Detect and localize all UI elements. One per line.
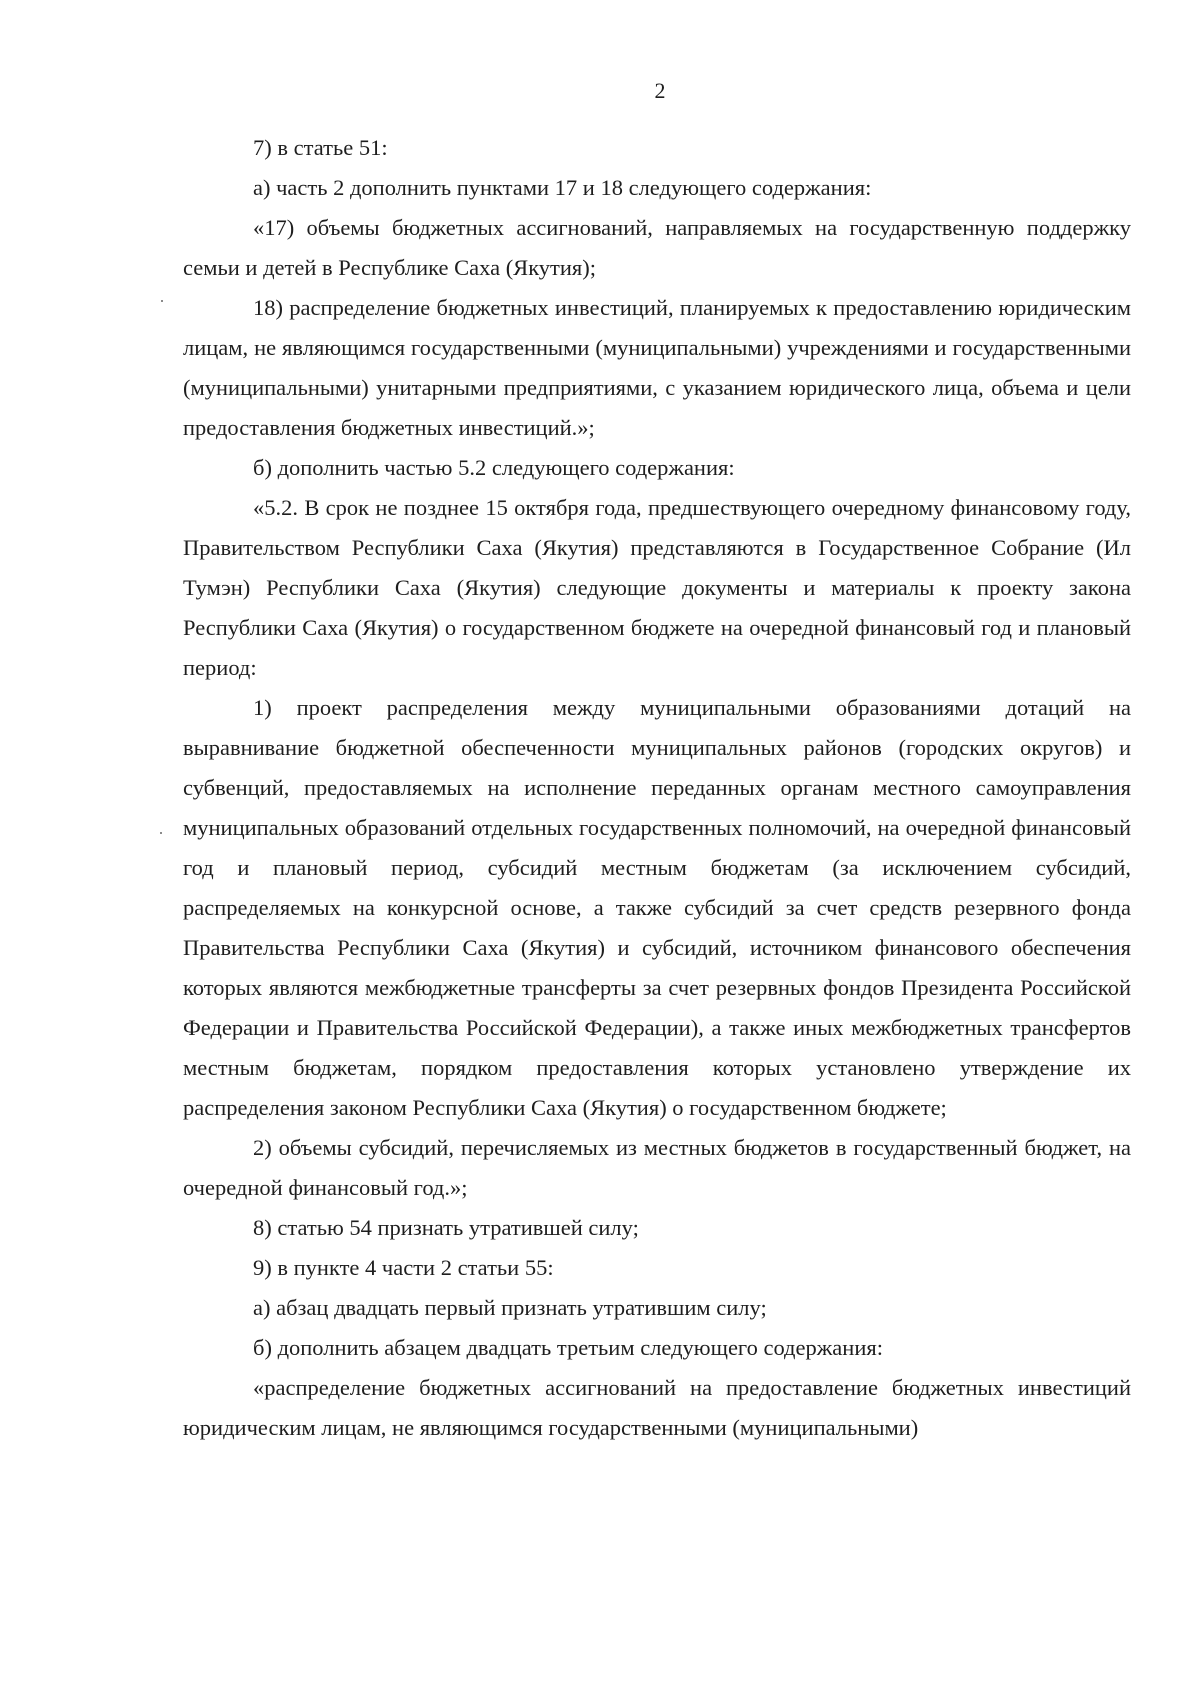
scan-speck — [160, 832, 162, 834]
paragraph-article-54: 8) статью 54 признать утратившей силу; — [253, 1215, 639, 1240]
paragraph-part-5-2-amendment: б) дополнить частью 5.2 следующего содержания: — [253, 455, 735, 480]
paragraph-article-51: 7) в статье 51: — [253, 135, 388, 160]
paragraph-abzac-23: «распределение бюджетных ассигнований на предоставление бюджетных инвестиций юридическим лицам, не являющимся государственными (муниципальными) — [183, 1375, 1131, 1440]
paragraph-item-18: 18) распределение бюджетных инвестиций, планируемых к предоставлению юридическим лицам, не являющимся государственными (муниципальными) учреждениями и государственными (муниципальными) унитарными предприятиями, с указанием юридического лица, объема и цели предоставления бюджетных инвестиций.»; — [183, 295, 1131, 440]
scan-speck — [161, 300, 163, 302]
paragraph-subitem-1: 1) проект распределения между муниципальными образованиями дотаций на выравнивание бюджетной обеспеченности муниципальных районов (городских округов) и субвенций, предоставляемых на исполнение переданных органам местного самоуправления муниципальных образований отдельных государственных полномочий, на очередной финансовый год и плановый период, субсидий местным бюджетам (за исключением субсидий, распределяемых на конкурсной основе, а также субсидий за счет средств резервного фонда Правительства Республики Саха (Якутия) и субсидий, источником финансового обеспечения которых являются межбюджетные трансферты за счет резервных фондов Президента Российской Федерации и Правительства Российской Федерации), а также иных межбюджетных трансфертов местным бюджетам, порядком предоставления которых установлено утверждение их распределения законом Республики Саха (Якутия) о государственном бюджете; — [183, 695, 1131, 1120]
paragraph-part-2-amendment: а) часть 2 дополнить пунктами 17 и 18 следующего содержания: — [253, 175, 872, 200]
paragraph-article-55: 9) в пункте 4 части 2 статьи 55: — [253, 1255, 554, 1280]
paragraph-abzac-21: а) абзац двадцать первый признать утратившим силу; — [253, 1295, 767, 1320]
paragraph-subitem-2: 2) объемы субсидий, перечисляемых из местных бюджетов в государственный бюджет, на очередной финансовый год.»; — [183, 1135, 1131, 1200]
paragraph-item-17: «17) объемы бюджетных ассигнований, направляемых на государственную поддержку семьи и детей в Республике Саха (Якутия); — [183, 215, 1131, 280]
page-number: 2 — [654, 78, 666, 103]
document-body — [183, 128, 1131, 1448]
paragraph-part-5-2: «5.2. В срок не позднее 15 октября года, предшествующего очередному финансовому году, Правительством Республики Саха (Якутия) представляются в Государственное Собрание (Ил Тумэн) Республики Саха (Якутия) следующие документы и материалы к проекту закона Республики Саха (Якутия) о государственном бюджете на очередной финансовый год и плановый период: — [183, 495, 1131, 680]
paragraph-abzac-23-amendment: б) дополнить абзацем двадцать третьим следующего содержания: — [253, 1335, 883, 1360]
